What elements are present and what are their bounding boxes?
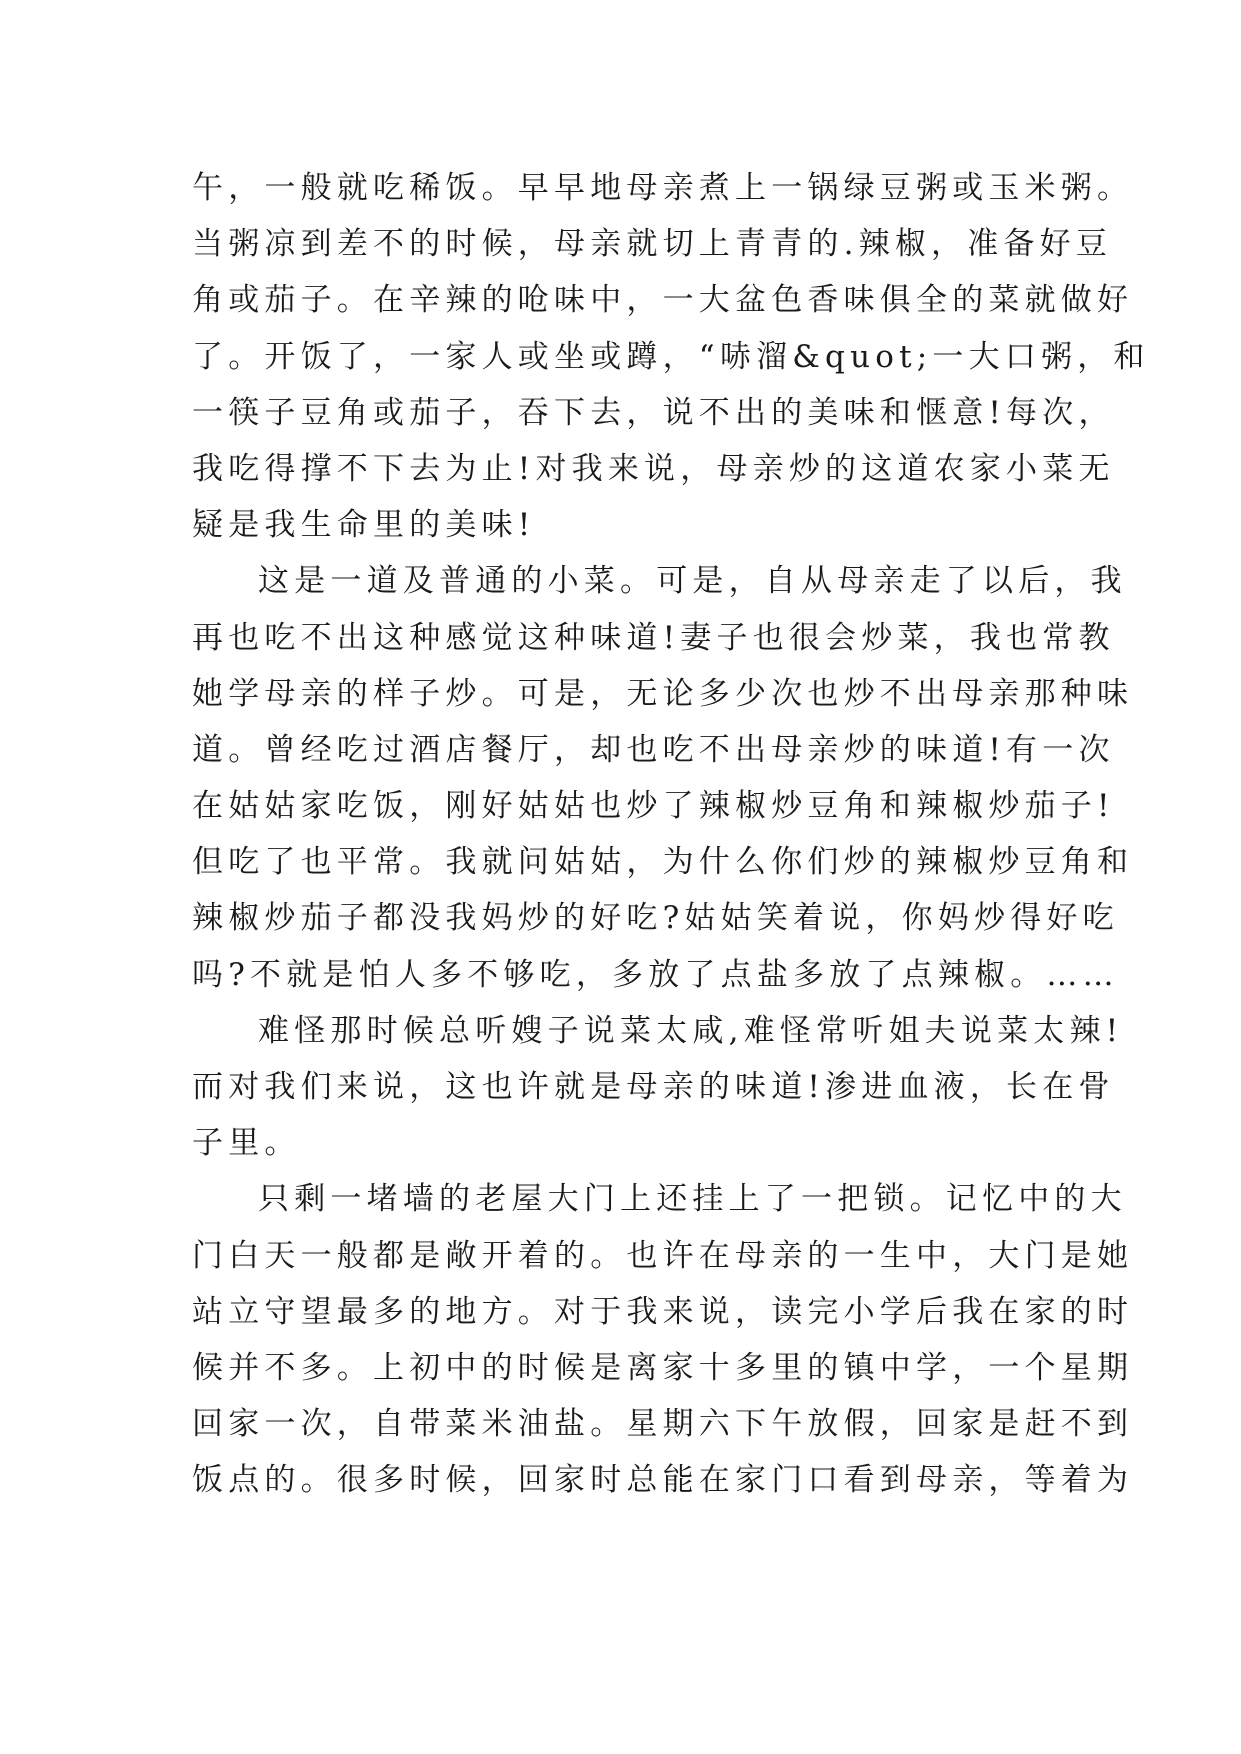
text-line: 了。开饭了，一家人或坐或蹲，“哧溜&quot;一大口粥，和	[192, 338, 1150, 375]
document-body	[192, 160, 1150, 1509]
text-line: 我吃得撑不下去为止!对我来说，母亲炒的这道农家小菜无	[192, 450, 1115, 487]
text-line: 一筷子豆角或茄子，吞下去，说不出的美味和惬意!每次，	[192, 394, 1115, 431]
text-line: 而对我们来说，这也许就是母亲的味道!渗进血液，长在骨	[192, 1069, 1115, 1105]
text-line: 角或茄子。在辛辣的呛味中，一大盆色香味俱全的菜就做好	[192, 282, 1134, 319]
text-line: 饭点的。很多时候，回家时总能在家门口看到母亲，等着为	[192, 1462, 1134, 1499]
text-line: 子里。	[192, 1125, 301, 1162]
text-line: 候并不多。上初中的时候是离家十多里的镇中学，一个星期	[192, 1349, 1134, 1386]
text-line: 在姑姑家吃饭，刚好姑姑也炒了辣椒炒豆角和辣椒炒茄子!	[192, 788, 1115, 825]
text-line: 疑是我生命里的美味!	[192, 507, 536, 544]
text-line: 门白天一般都是敞开着的。也许在母亲的一生中，大门是她	[192, 1237, 1134, 1274]
text-line: 再也吃不出这种感觉这种味道!妻子也很会炒菜，我也常教	[192, 619, 1115, 656]
text-line: 难怪那时候总听嫂子说菜太咸,难怪常听姐夫说菜太辣!	[258, 1012, 1124, 1049]
text-line: 辣椒炒茄子都没我妈炒的好吃?姑姑笑着说，你妈炒得好吃	[192, 900, 1119, 937]
text-line: 只剩一堵墙的老屋大门上还挂上了一把锁。记忆中的大	[258, 1181, 1127, 1218]
text-line: 这是一道及普通的小菜。可是，自从母亲走了以后，我	[258, 563, 1127, 600]
text-line: 吗?不就是怕人多不够吃，多放了点盐多放了点辣椒。……	[192, 956, 1119, 993]
text-line: 回家一次，自带菜米油盐。星期六下午放假，回家是赶不到	[192, 1406, 1134, 1443]
text-line: 她学母亲的样子炒。可是，无论多少次也炒不出母亲那种味	[192, 675, 1134, 712]
text-line: 当粥凉到差不的时候，母亲就切上青青的.辣椒，准备好豆	[192, 226, 1113, 263]
text-line: 午，一般就吃稀饭。早早地母亲煮上一锅绿豆粥或玉米粥。	[192, 170, 1134, 206]
text-line: 站立守望最多的地方。对于我来说，读完小学后我在家的时	[192, 1293, 1134, 1330]
text-line: 道。曾经吃过酒店餐厅，却也吃不出母亲炒的味道!有一次	[192, 731, 1115, 768]
text-line: 但吃了也平常。我就问姑姑，为什么你们炒的辣椒炒豆角和	[192, 844, 1134, 881]
